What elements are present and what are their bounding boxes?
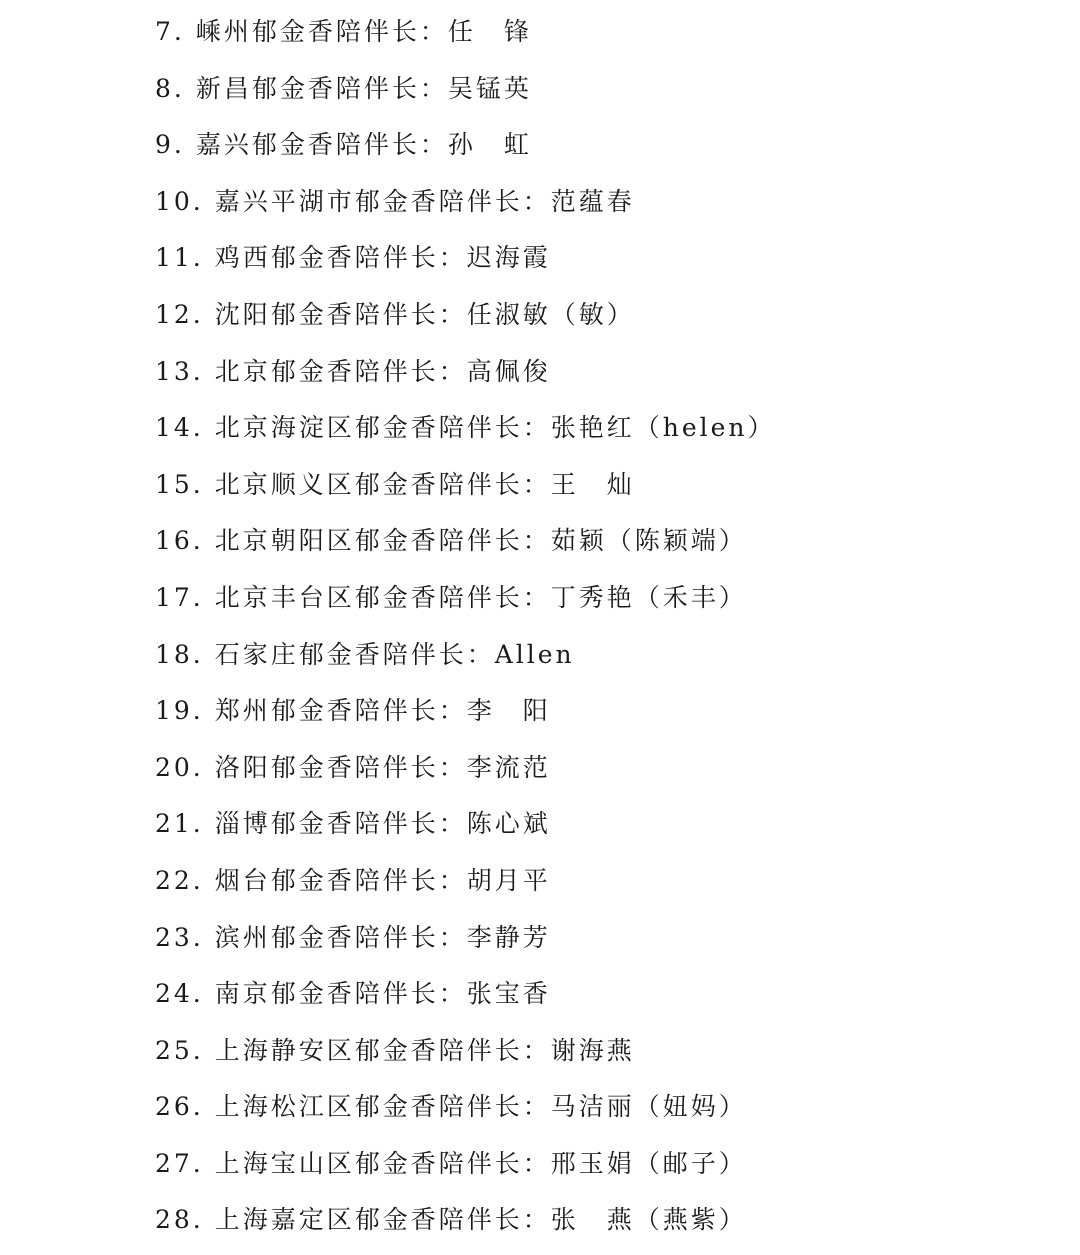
list-item [155,689,776,746]
list-item [155,406,776,463]
item-number: 20. [155,752,204,782]
list-item [155,350,776,407]
item-text: 北京海淀区郁金香陪伴长：张艳红（helen） [214,413,776,443]
item-text: 北京丰台区郁金香陪伴长：丁秀艳（禾丰） [214,582,747,612]
item-number: 24. [155,979,204,1009]
list-item [155,746,776,803]
item-text: 上海宝山区郁金香陪伴长：邢玉娟（邮子） [214,1148,747,1178]
item-text: 上海松江区郁金香陪伴长：马洁丽（妞妈） [214,1092,747,1122]
item-number: 21. [155,809,204,839]
item-text: 淄博郁金香陪伴长：陈心斌 [214,809,551,839]
item-number: 16. [155,526,204,556]
item-number: 12. [155,299,204,329]
item-text: 烟台郁金香陪伴长：胡月平 [214,865,551,895]
item-text: 北京顺义区郁金香陪伴长：王 灿 [214,469,635,499]
item-text: 上海静安区郁金香陪伴长：谢海燕 [214,1035,635,1065]
list-item [155,576,776,633]
item-text: 沈阳郁金香陪伴长：任淑敏（敏） [214,299,635,329]
list-item [155,972,776,1029]
list-item [155,123,776,180]
item-text: 上海嘉定区郁金香陪伴长：张 燕（燕紫） [214,1205,747,1235]
item-number: 22. [155,865,204,895]
list-item [155,463,776,520]
item-number: 8. [155,73,185,103]
list-item [155,67,776,124]
item-number: 10. [155,186,204,216]
item-number: 15. [155,469,204,499]
item-number: 26. [155,1092,204,1122]
item-number: 13. [155,356,204,386]
list-item [155,1085,776,1142]
list-item [155,859,776,916]
item-number: 18. [155,639,204,669]
item-number: 17. [155,582,204,612]
item-text: 石家庄郁金香陪伴长：Allen [214,639,575,669]
list-item [155,1142,776,1199]
list-item [155,10,776,67]
item-number: 27. [155,1148,204,1178]
item-text: 嘉兴郁金香陪伴长：孙 虹 [195,130,532,160]
item-number: 11. [155,243,204,273]
item-text: 洛阳郁金香陪伴长：李流范 [214,752,551,782]
item-number: 9. [155,130,185,160]
appointment-list [155,10,776,1255]
item-number: 19. [155,696,204,726]
list-item [155,236,776,293]
item-text: 嘉兴平湖市郁金香陪伴长：范蕴春 [214,186,635,216]
item-number: 23. [155,922,204,952]
list-item [155,916,776,973]
item-text: 嵊州郁金香陪伴长：任 锋 [195,17,532,46]
item-number: 7. [155,17,185,46]
list-item [155,293,776,350]
list-item [155,519,776,576]
item-text: 南京郁金香陪伴长：张宝香 [214,979,551,1009]
list-item [155,180,776,237]
item-text: 北京郁金香陪伴长：高佩俊 [214,356,551,386]
item-text: 郑州郁金香陪伴长：李 阳 [214,696,551,726]
item-number: 14. [155,413,204,443]
list-item [155,802,776,859]
item-text: 北京朝阳区郁金香陪伴长：茹颖（陈颖端） [214,526,747,556]
list-item [155,1029,776,1086]
item-text: 滨州郁金香陪伴长：李静芳 [214,922,551,952]
list-item [155,1198,776,1255]
item-number: 28. [155,1205,204,1235]
list-item [155,633,776,690]
item-text: 新昌郁金香陪伴长：吴锰英 [195,73,532,103]
item-text: 鸡西郁金香陪伴长：迟海霞 [214,243,551,273]
item-number: 25. [155,1035,204,1065]
